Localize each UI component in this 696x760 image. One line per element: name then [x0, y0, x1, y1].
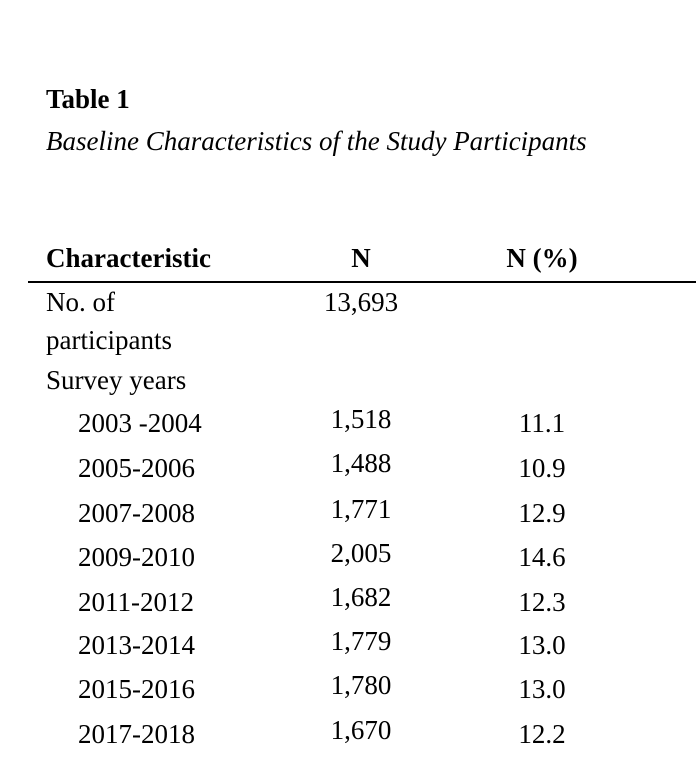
row-pct-text: 13.0	[518, 674, 566, 704]
row-label: 2011-2012	[78, 587, 194, 617]
survey-years-label: Survey years	[46, 365, 187, 395]
header-n-text: N	[351, 243, 371, 273]
row-pct-text: 12.2	[518, 719, 566, 749]
row-label: 2003 -2004	[78, 408, 202, 438]
row-n-text: 1,771	[330, 494, 392, 524]
participants-label-line1: No. of	[46, 287, 115, 317]
row-n-text: 1,518	[330, 404, 392, 434]
row-pct-text: 12.9	[518, 498, 566, 528]
header-rule	[28, 281, 696, 283]
row-pct-text: 12.3	[518, 587, 566, 617]
row-label: 2013-2014	[78, 630, 195, 660]
row-label: 2007-2008	[78, 498, 195, 528]
row-pct-text: 13.0	[518, 630, 566, 660]
row-label: 2005-2006	[78, 453, 195, 483]
row-n-text: 2,005	[330, 538, 392, 568]
row-pct-text: 11.1	[518, 408, 566, 438]
header-characteristic: Characteristic	[46, 243, 211, 273]
table-label: Table 1	[46, 84, 130, 114]
table-caption: Baseline Characteristics of the Study Participants	[46, 126, 587, 156]
participants-label-line2: participants	[46, 325, 172, 355]
row-n-text: 1,670	[330, 715, 392, 745]
row-pct-text: 14.6	[518, 542, 566, 572]
row-pct-text: 10.9	[518, 453, 566, 483]
row-n-text: 1,779	[330, 626, 392, 656]
row-label: 2017-2018	[78, 719, 195, 749]
row-n-text: 1,682	[330, 582, 392, 612]
row-label: 2009-2010	[78, 542, 195, 572]
row-n-text: 1,780	[330, 670, 392, 700]
row-n-text: 1,488	[330, 448, 392, 478]
header-pct-text: N (%)	[506, 243, 578, 273]
participants-n-text: 13,693	[323, 287, 399, 317]
row-label: 2015-2016	[78, 674, 195, 704]
